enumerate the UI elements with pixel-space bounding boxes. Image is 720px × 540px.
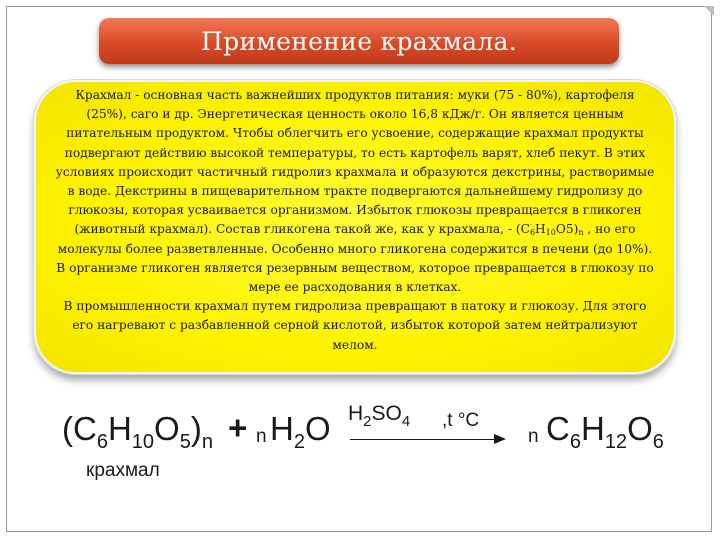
starch-sub-10: 10 [131, 431, 155, 453]
water-coefficient: n [256, 426, 267, 447]
starch-sub-6: 6 [96, 431, 108, 453]
glucose-h: H [580, 410, 605, 447]
glucose-coefficient: n [528, 426, 539, 447]
reaction-arrow-head [494, 434, 506, 444]
starch-c: (C [62, 410, 97, 447]
title-banner [99, 18, 619, 64]
text-panel [34, 80, 676, 374]
starch-sub-n: n [201, 431, 213, 453]
water-formula [270, 410, 331, 453]
catalyst-sub-2: 2 [363, 413, 372, 430]
paragraph-2: В промышленности крахмал путем гидролиза превращают в патоку и глюкозу. Для этого его нагревают с разбавленной серной кислотой, избыток которой затем нейтрализуют мелом. [63, 299, 647, 352]
catalyst-so: SO [371, 402, 402, 425]
starch-sub-5: 5 [179, 431, 191, 453]
glucose-sub-6b: 6 [652, 431, 664, 453]
catalyst-h: H [348, 402, 364, 425]
water-o: O [304, 410, 331, 447]
formula-h: H [535, 222, 546, 237]
glucose-formula [546, 410, 664, 453]
formula-sub-n: n [578, 228, 584, 238]
glucose-sub-12: 12 [604, 431, 628, 453]
paragraph-1-text-b: , но его молекулы более разветвленные. Особенно много гликогена содержится в печени (до 10%). В организме гликоген является резервным веществом, которое превращается в глюкозу по мере ее расходования в клетках. [56, 222, 654, 295]
glucose-sub-6: 6 [569, 431, 581, 453]
starch-label: крахмал [86, 460, 160, 481]
reaction-arrow [350, 439, 498, 440]
formula-sub-6: 6 [529, 228, 536, 238]
formula-o5: O5) [555, 222, 579, 237]
corner-fold [704, 6, 714, 16]
starch-o: O [154, 410, 180, 447]
paragraph-1-text-a: Крахмал - основная часть важнейших продуктов питания: муки (75 - 80%), картофеля (25%), саго и др. Энергетическая ценность около 16,8 кДж/г. Он является ценным питательным продуктом. Чтобы облегчить его усвоение, содержащие крахмал продукты подвергают действию высокой температуры, то есть картофель варят, хлеб пекут. В этих условиях происходит частичный гидролиз крахмала и образуются декстрины, растворимые в воде. Декстрины в пищеварительном тракте подвергаются дальнейшему гидролизу до глюкозы, которая усваивается организмом. Избыток глюкозы превращается в гликоген (животный крахмал). Состав гликогена такой же, как у крахмала, - (C [55, 88, 655, 237]
reaction-condition: ,t °C [442, 410, 480, 431]
formula-sub-10: 10 [545, 228, 556, 238]
slide-title: Применение крахмала. [201, 26, 517, 56]
catalyst-formula [348, 402, 411, 430]
starch-h: H [107, 410, 132, 447]
hydrolysis-equation [62, 404, 682, 494]
starch-close-paren: ) [190, 410, 202, 447]
glucose-c: C [546, 410, 570, 447]
plus-sign: + [228, 409, 248, 446]
catalyst-sub-4: 4 [401, 413, 411, 430]
glucose-o: O [627, 410, 653, 447]
paragraph-1 [54, 86, 656, 297]
starch-formula [62, 410, 213, 453]
water-sub-2: 2 [293, 431, 305, 453]
water-h: H [270, 410, 294, 447]
